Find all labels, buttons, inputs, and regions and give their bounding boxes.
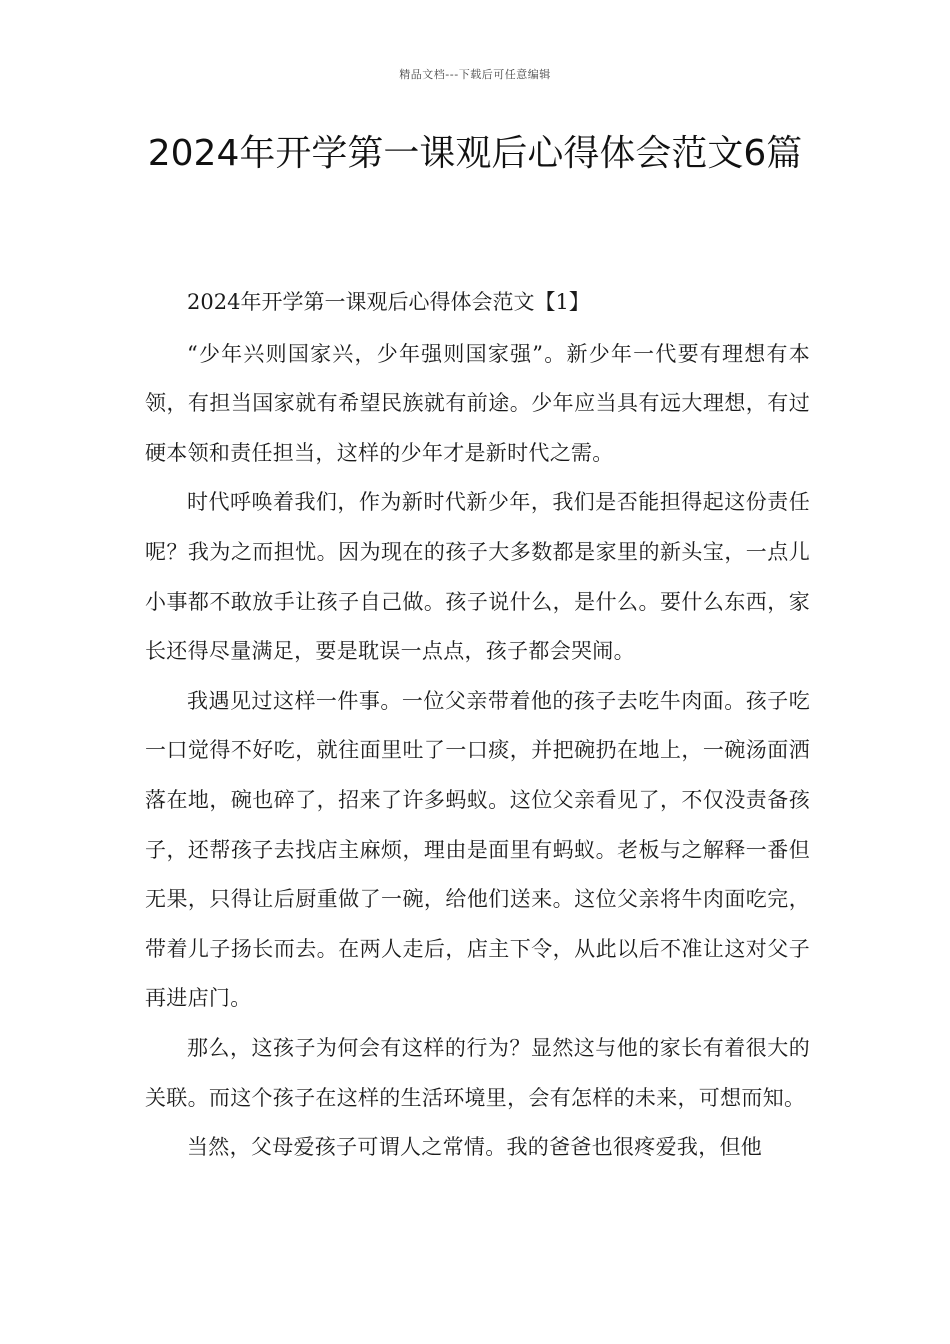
document-body — [145, 278, 810, 1173]
page-header: 精品文档---下载后可任意编辑 — [399, 68, 551, 81]
paragraph-1: “少年兴则国家兴，少年强则国家强”。新少年一代要有理想有本领，有担当国家就有希望民族就有前途。少年应当具有远大理想，有过硬本领和责任担当，这样的少年才是新时代之需。 — [145, 341, 810, 465]
paragraph-4: 那么，这孩子为何会有这样的行为？显然这与他的家长有着很大的关联。而这个孩子在这样的生活环境里，会有怎样的未来，可想而知。 — [145, 1035, 810, 1110]
paragraph-3: 我遇见过这样一件事。一位父亲带着他的孩子去吃牛肉面。孩子吃一口觉得不好吃，就往面里吐了一口痰，并把碗扔在地上，一碗汤面洒落在地，碗也碎了，招来了许多蚂蚁。这位父亲看见了，不仅没责备孩子，还帮孩子去找店主麻烦，理由是面里有蚂蚁。老板与之解释一番但无果，只得让后厨重做了一碗，给他们送来。这位父亲将牛肉面吃完，带着儿子扬长而去。在两人走后，店主下令，从此以后不准让这对父子再进店门。 — [145, 688, 810, 1011]
document-title: 2024年开学第一课观后心得体会范文6篇 — [147, 133, 803, 174]
paragraph-2: 时代呼唤着我们，作为新时代新少年，我们是否能担得起这份责任呢？我为之而担忧。因为现在的孩子大多数都是家里的新头宝，一点儿小事都不敢放手让孩子自己做。孩子说什么，是什么。要什么东西，家长还得尽量满足，要是耽误一点点，孩子都会哭闹。 — [145, 490, 810, 664]
section-heading: 2024年开学第一课观后心得体会范文【1】 — [187, 290, 590, 314]
paragraph-5: 当然，父母爱孩子可谓人之常情。我的爸爸也很疼爱我，但他 — [187, 1135, 763, 1160]
